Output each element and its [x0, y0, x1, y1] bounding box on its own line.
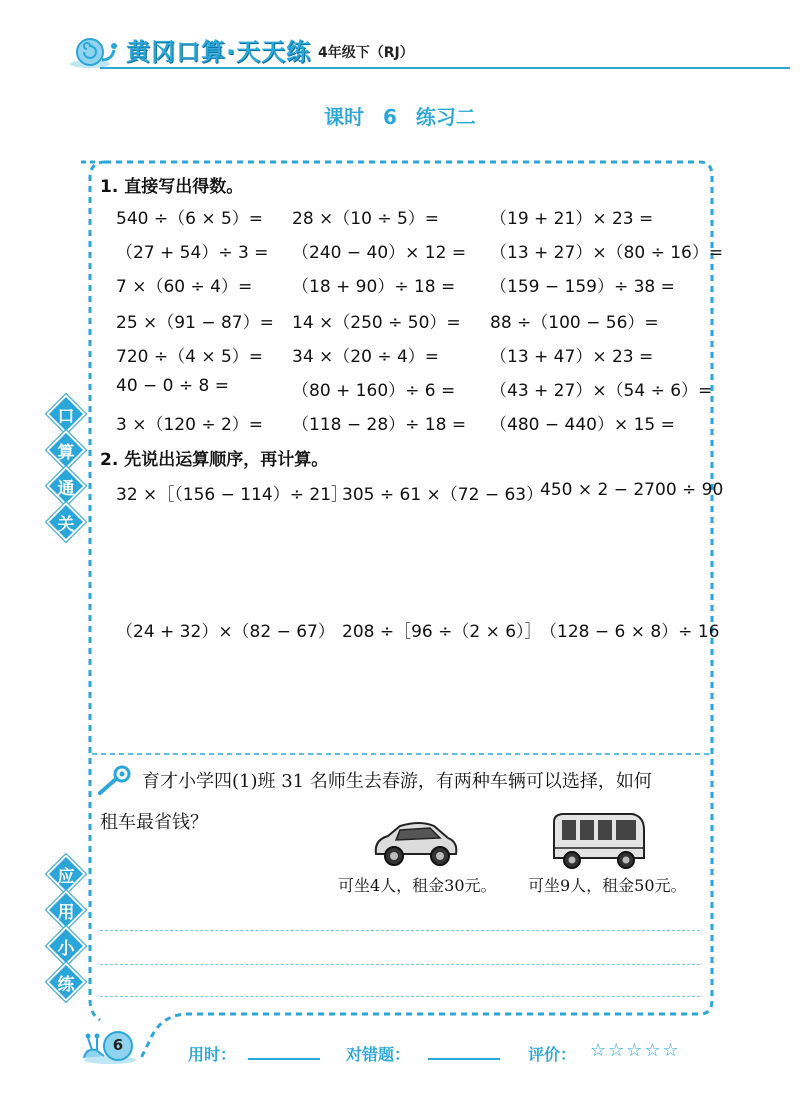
page-number: 6	[112, 1036, 124, 1054]
header-rule	[100, 67, 790, 69]
problem-text-line2: 租车最省钱？	[100, 812, 208, 833]
expression: 208 ÷［96 ÷（2 × 6）］	[342, 622, 542, 642]
expression: 28 ×（10 ÷ 5）=	[292, 209, 440, 229]
expression: 450 × 2 − 2700 ÷ 90	[540, 480, 724, 500]
bus-icon	[548, 808, 648, 874]
time-label: 用时：	[188, 1045, 237, 1064]
expression: 88 ÷（100 − 56）=	[490, 313, 659, 333]
answer-line[interactable]	[100, 996, 700, 997]
wrench-icon	[96, 765, 136, 797]
expression: （24 + 32）×（82 − 67）	[116, 622, 335, 642]
expression: （19 + 21）× 23 =	[490, 209, 654, 229]
lesson-title: 课时 6 练习二	[324, 105, 476, 129]
expression: 7 ×（60 ÷ 4）=	[116, 277, 253, 297]
expression: 540 ÷（6 × 5）=	[116, 209, 264, 229]
rating-label: 评价：	[528, 1045, 577, 1064]
bus-caption: 可坐9人，租金50元。	[528, 876, 687, 895]
errors-blank[interactable]	[428, 1058, 500, 1060]
expression: 720 ÷（4 × 5）=	[116, 347, 264, 367]
page-header	[0, 28, 800, 78]
side-badge-xiao: 小	[46, 926, 86, 966]
expression: （159 − 159）÷ 38 =	[490, 277, 675, 297]
expression: 34 ×（20 ÷ 4）=	[292, 347, 440, 367]
rating-stars[interactable]: ☆☆☆☆☆	[590, 1040, 681, 1061]
expression: 3 ×（120 ÷ 2）=	[116, 415, 264, 435]
errors-label: 对错题：	[346, 1045, 411, 1064]
section2-heading: 2. 先说出运算顺序，再计算。	[100, 450, 329, 470]
section1-heading: 1. 直接写出得数。	[100, 177, 244, 197]
expression: （480 − 440）× 15 =	[490, 415, 675, 435]
problem-text-line1: 育才小学四(1)班 31 名师生去春游，有两种车辆可以选择，如何	[142, 771, 652, 792]
grade-label: 4年级下（RJ）	[318, 45, 414, 61]
expression: 14 ×（250 ÷ 50）=	[292, 313, 461, 333]
car-icon	[370, 818, 460, 870]
expression: 25 ×（91 − 87）=	[116, 313, 274, 333]
expression: （13 + 27）×（80 ÷ 16）=	[490, 243, 724, 263]
brand-title: 黄冈口算·天天练	[126, 38, 312, 66]
expression: （80 + 160）÷ 6 =	[292, 381, 456, 401]
expression: （18 + 90）÷ 18 =	[292, 277, 456, 297]
expression: （13 + 47）× 23 =	[490, 347, 654, 367]
side-badge-guan: 关	[46, 502, 86, 542]
answer-line[interactable]	[100, 964, 700, 965]
expression: （240 − 40）× 12 =	[292, 243, 467, 263]
side-badge-tong: 通	[46, 466, 86, 506]
expression: （43 + 27）×（54 ÷ 6）=	[490, 381, 713, 401]
answer-line[interactable]	[100, 930, 700, 931]
expression: 32 ×［（156 − 114）÷ 21］	[116, 485, 349, 505]
expression: （118 − 28）÷ 18 =	[292, 415, 467, 435]
side-badge-kou: 口	[46, 394, 86, 434]
car-caption: 可坐4人，租金30元。	[338, 876, 497, 895]
expression: 40 − 0 ÷ 8 =	[116, 376, 230, 396]
side-badge-yong: 用	[46, 890, 86, 930]
expression: 305 ÷ 61 ×（72 − 63）	[342, 485, 544, 505]
side-badge-ying: 应	[46, 854, 86, 894]
side-badge-lian: 练	[46, 962, 86, 1002]
time-blank[interactable]	[248, 1058, 320, 1060]
side-badge-suan: 算	[46, 430, 86, 470]
expression: （27 + 54）÷ 3 =	[116, 243, 269, 263]
expression: （128 − 6 × 8）÷ 16	[540, 622, 720, 642]
snail-logo-icon	[68, 34, 126, 70]
